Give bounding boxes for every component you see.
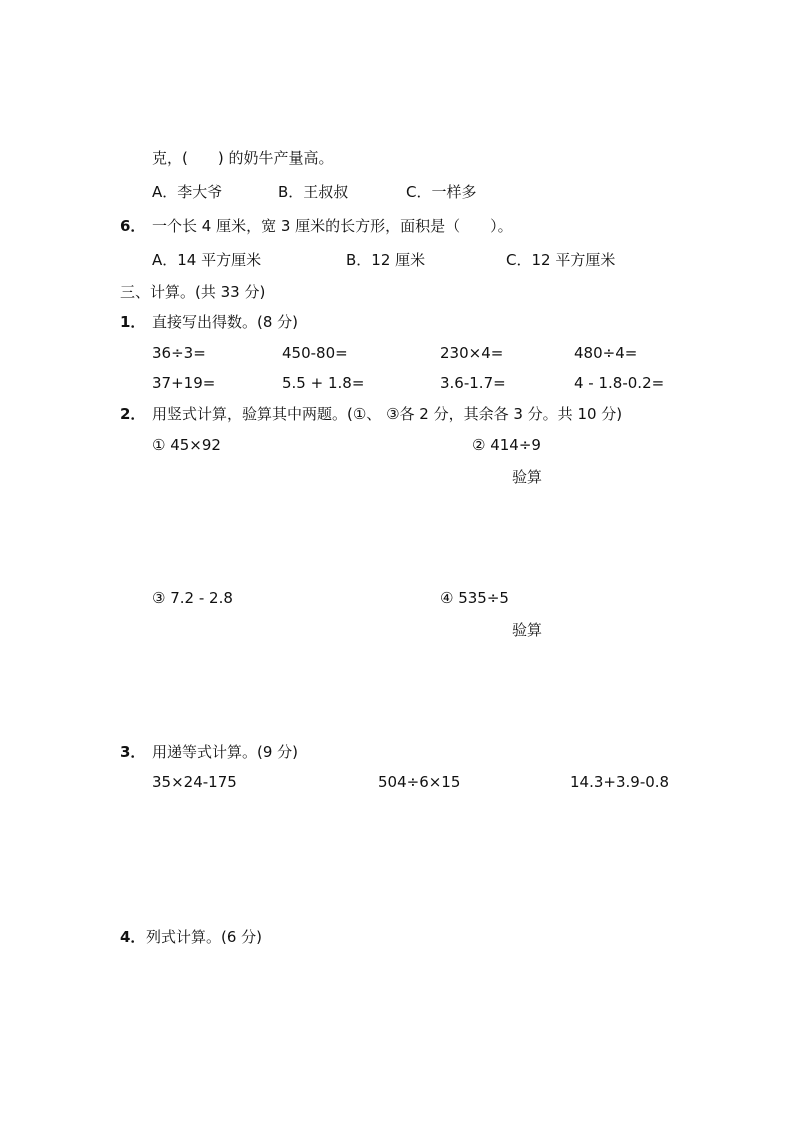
section3-heading: 三、计算。(共 33 分): [120, 283, 266, 301]
p1-title: 直接写出得数。(8 分): [152, 313, 299, 331]
q6-option-c: C．12 平方厘米: [506, 251, 616, 269]
p1-r2-item: 3.6-1.7=: [440, 374, 506, 392]
q6-stem: 一个长 4 厘米，宽 3 厘米的长方形，面积是（ ）。: [152, 217, 513, 235]
p1-r2-item: 5.5 + 1.8=: [282, 374, 365, 392]
p2-title: 用竖式计算，验算其中两题。(①、 ③各 2 分，其余各 3 分。共 10 分): [152, 405, 623, 423]
p1-r1-item: 36÷3=: [152, 344, 206, 362]
p2-check-label: 验算: [512, 621, 543, 639]
q5-stem-tail: 克，( ) 的奶牛产量高。: [152, 149, 334, 167]
p1-r2-item: 37+19=: [152, 374, 216, 392]
q6-number: 6．: [120, 217, 146, 235]
p3-item-1: 35×24-175: [152, 773, 237, 791]
q5-option-b: B．王叔叔: [278, 183, 349, 201]
p1-r1-item: 480÷4=: [574, 344, 638, 362]
p1-r1-item: 450-80=: [282, 344, 348, 362]
p1-r1-item: 230×4=: [440, 344, 504, 362]
p2-number: 2．: [120, 405, 146, 423]
p3-item-3: 14.3+3.9-0.8: [570, 773, 670, 791]
q5-option-a: A．李大爷: [152, 183, 223, 201]
p1-number: 1．: [120, 313, 146, 331]
q5-option-c: C．一样多: [406, 183, 477, 201]
q6-option-a: A．14 平方厘米: [152, 251, 262, 269]
p4-number: 4．: [120, 928, 146, 946]
p4-title: 列式计算。(6 分): [146, 928, 263, 946]
p3-number: 3．: [120, 743, 146, 761]
p2-item-1: ① 45×92: [152, 436, 221, 454]
q6-option-b: B．12 厘米: [346, 251, 426, 269]
p2-item-3: ③ 7.2 - 2.8: [152, 589, 233, 607]
p2-check-label: 验算: [512, 468, 543, 486]
p3-item-2: 504÷6×15: [378, 773, 461, 791]
p3-title: 用递等式计算。(9 分): [152, 743, 299, 761]
p2-item-2: ② 414÷9: [472, 436, 541, 454]
p2-item-4: ④ 535÷5: [440, 589, 509, 607]
p1-r2-item: 4 - 1.8-0.2=: [574, 374, 665, 392]
